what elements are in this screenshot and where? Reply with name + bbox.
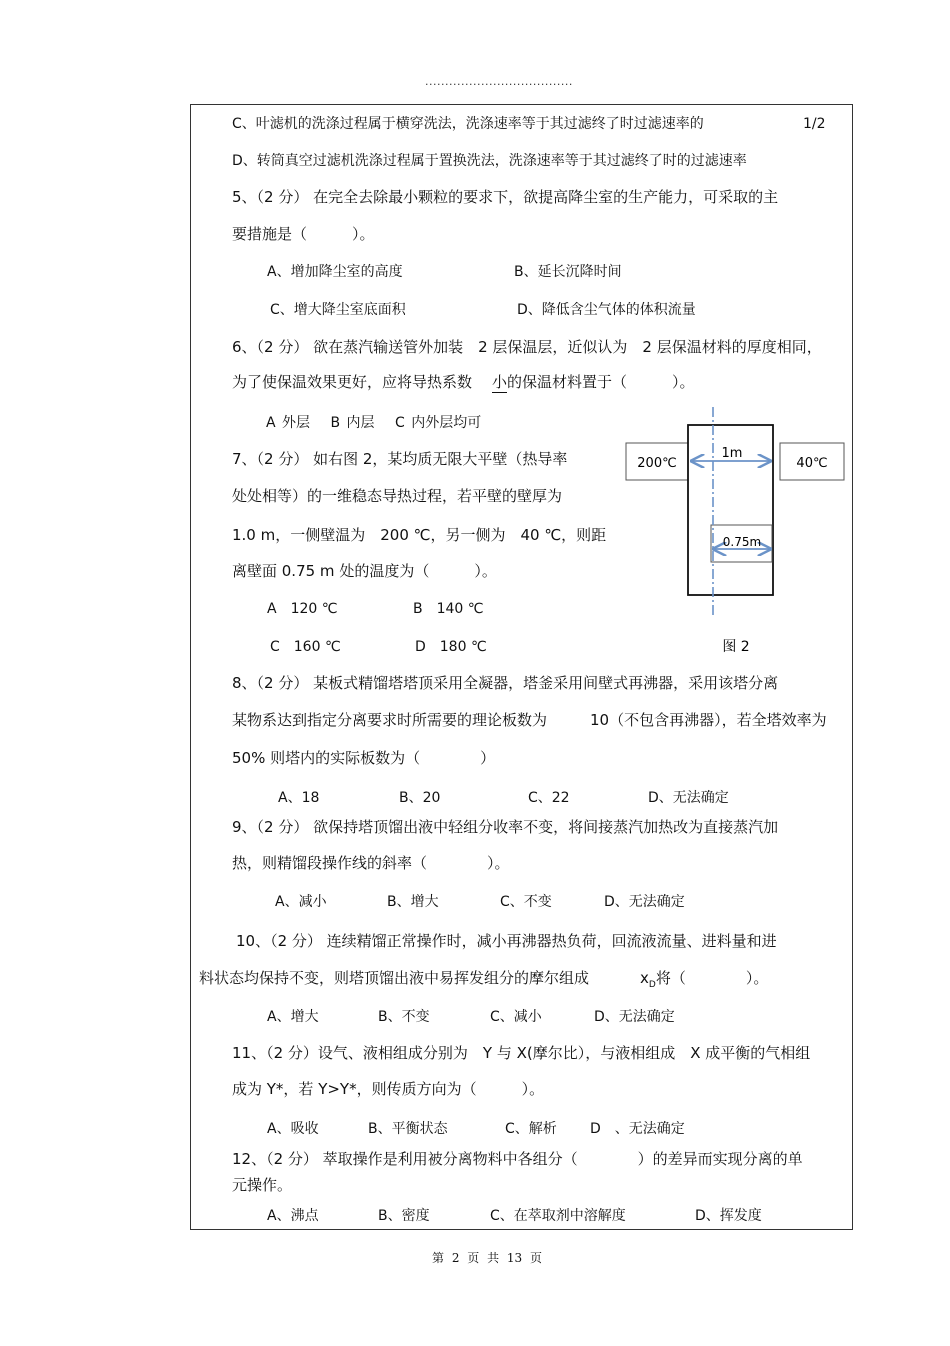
q9-option-d: D、无法确定 (604, 894, 685, 910)
q11-option-c: C、解析 (505, 1121, 557, 1137)
q4-option-c-fraction: 1/2 (803, 116, 826, 132)
q5-option-b: B、延长沉降时间 (514, 264, 622, 280)
q5-option-d: D、降低含尘气体的体积流量 (517, 302, 696, 318)
q8-option-b: B、20 (399, 790, 441, 806)
q6-underlined-word: 小 (492, 373, 508, 391)
right-temp-label: 40℃ (796, 456, 828, 471)
q10-text-line2-post (640, 971, 768, 990)
q6-line2-post: 的保温材料置于（ ）。 (507, 373, 695, 391)
q9-text-line2: 热，则精馏段操作线的斜率（ ）。 (232, 854, 510, 872)
q7-option-d: D 180 ℃ (415, 639, 487, 655)
q9-option-a: A、减小 (275, 894, 327, 910)
q7-text-line2: 处处相等）的一维稳态导热过程，若平壁的壁厚为 (232, 487, 563, 505)
q7-option-a: A 120 ℃ (267, 601, 338, 617)
figure-2-wall-diagram (620, 405, 850, 655)
q10-var-x: x (640, 969, 649, 987)
q10-text-line2-pre: 料状态均保持不变，则塔顶馏出液中易挥发组分的摩尔组成 (199, 969, 590, 987)
thickness-label: 1m (721, 446, 743, 461)
q7-option-b: B 140 ℃ (413, 601, 484, 617)
q12-option-b: B、密度 (378, 1208, 430, 1224)
q8-text-line1: 8、（2 分） 某板式精馏塔塔顶采用全凝器，塔釜采用间壁式再沸器，采用该塔分离 (232, 674, 779, 692)
q12-text-line1: 12、（2 分） 萃取操作是利用被分离物料中各组分（ ）的差异而实现分离的单 (232, 1150, 803, 1168)
q4-option-d: D、转筒真空过滤机洗涤过程属于置换洗法，洗涤速率等于其过滤终了时的过滤速率 (232, 153, 747, 169)
q8-option-c: C、22 (528, 790, 570, 806)
q6-line2-pre: 为了使保温效果更好，应将导热系数 (232, 373, 473, 391)
figure-caption: 图 2 (722, 639, 750, 655)
q6-options: A 外层 B 内层 C 内外层均可 (266, 415, 482, 431)
q9-option-c: C、不变 (500, 894, 552, 910)
q9-text-line1: 9、（2 分） 欲保持塔顶馏出液中轻组分收率不变，将间接蒸汽加热改为直接蒸汽加 (232, 818, 779, 836)
q11-text-line1: 11、（2 分）设气、液相组成分别为 Y 与 X(摩尔比），与液相组成 X 成平衡的气相组 (232, 1044, 811, 1062)
q7-option-c: C 160 ℃ (270, 639, 341, 655)
page-number-footer: 第 2 页 共 13 页 (432, 1251, 542, 1265)
q7-text-line4: 离壁面 0.75 m 处的温度为（ ）。 (232, 562, 497, 580)
q10-option-c: C、减小 (490, 1009, 542, 1025)
q10-option-d: D、无法确定 (594, 1009, 675, 1025)
left-temp-label: 200℃ (637, 456, 677, 471)
q6-text-line1: 6、（2 分） 欲在蒸汽输送管外加装 2 层保温层，近似认为 2 层保温材料的厚度相同， (232, 338, 822, 356)
q10-option-b: B、不变 (378, 1009, 430, 1025)
q12-option-a: A、沸点 (267, 1208, 319, 1224)
q10-text-line1: 10、（2 分） 连续精馏正常操作时，减小再沸器热负荷，回流液流量、进料量和进 (236, 932, 777, 950)
q8-option-d: D、无法确定 (648, 790, 729, 806)
q11-option-b: B、平衡状态 (368, 1121, 448, 1137)
q4-option-c: C、叶滤机的洗涤过程属于横穿洗法，洗涤速率等于其过滤终了时过滤速率的 (232, 116, 704, 132)
q12-option-d: D、挥发度 (695, 1208, 762, 1224)
q8-option-a: A、18 (278, 790, 320, 806)
q11-option-a: A、吸收 (267, 1121, 319, 1137)
header-dots: ..................................... (425, 75, 573, 88)
q11-text-line2: 成为 Y*，若 Y>Y*，则传质方向为（ ）。 (232, 1080, 545, 1098)
q8-text-line3: 50% 则塔内的实际板数为（ ） (232, 749, 496, 767)
q11-option-d: D 、无法确定 (590, 1121, 685, 1137)
q5-option-a: A、增加降尘室的高度 (267, 264, 403, 280)
q9-option-b: B、增大 (387, 894, 439, 910)
distance-label: 0.75m (722, 535, 762, 549)
q5-text-line2: 要措施是（ ）。 (232, 225, 375, 243)
q5-text-line1: 5、（2 分） 在完全去除最小颗粒的要求下，欲提高降尘室的生产能力，可采取的主 (232, 188, 779, 206)
q7-text-line3: 1.0 m，一侧壁温为 200 ℃，另一侧为 40 ℃，则距 (232, 526, 607, 544)
q10-option-a: A、增大 (267, 1009, 319, 1025)
q5-option-c: C、增大降尘室底面积 (270, 302, 406, 318)
q6-text-line2 (232, 375, 695, 390)
q7-text-line1: 7、（2 分） 如右图 2，某均质无限大平壁（热导率 (232, 450, 568, 468)
q12-option-c: C、在萃取剂中溶解度 (490, 1208, 626, 1224)
q10-line2-tail: 将（ ）。 (655, 969, 769, 987)
q8-text-line2-post: 10（不包含再沸器），若全塔效率为 (590, 711, 827, 729)
q8-text-line2-pre: 某物系达到指定分离要求时所需要的理论板数为 (232, 711, 548, 729)
q10-var-sub: D (648, 980, 656, 990)
q12-text-line2: 元操作。 (232, 1176, 293, 1194)
